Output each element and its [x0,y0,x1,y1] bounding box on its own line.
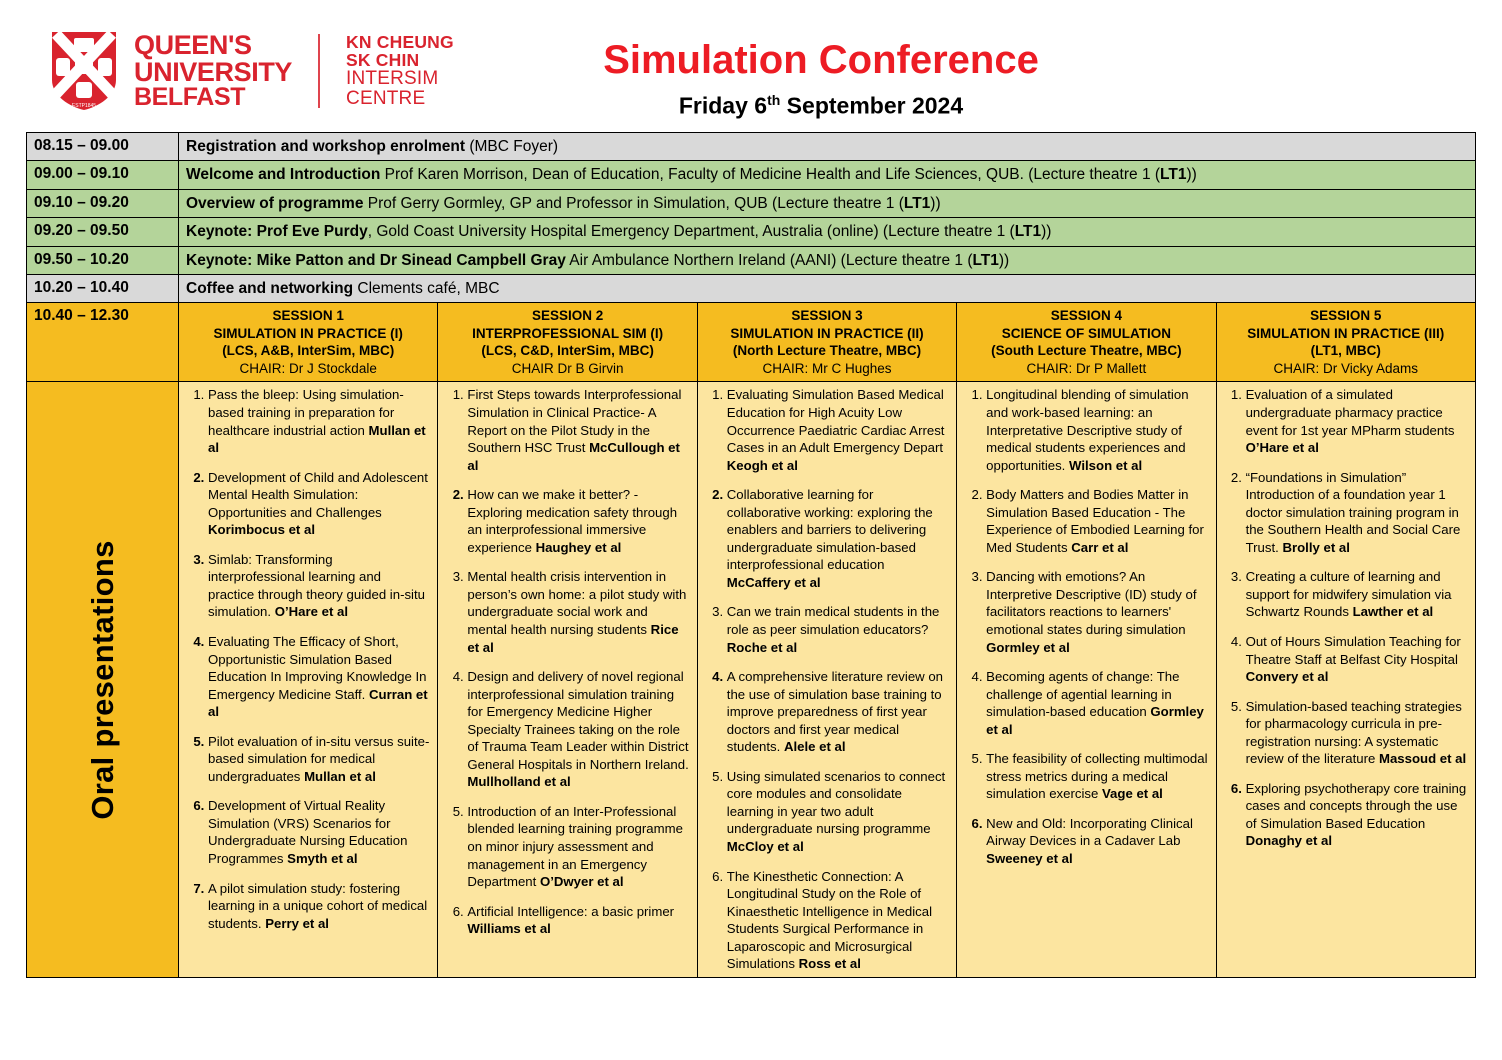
presentation-authors: Curran et al [208,686,428,720]
session-header-4[interactable] [957,303,1216,382]
presentation-item[interactable] [467,386,689,474]
presentation-list [964,386,1208,867]
presentation-item[interactable] [727,386,949,474]
schedule-description-tail: )) [1041,223,1052,241]
schedule-description [179,218,1476,246]
presentation-item[interactable] [727,668,949,756]
schedule-time: 09.10 – 09.20 [27,189,179,217]
session-header-row [27,303,1476,382]
presentation-title: Simulation-based teaching strategies for pharmacology curricula in pre-registration nursing: A systematic review of the literature [1245,698,1462,767]
presentation-item[interactable] [986,568,1208,656]
presentation-authors: Carr et al [1071,539,1129,555]
logo-divider [318,34,320,108]
presentation-authors: O’Hare et al [1245,440,1319,456]
presentation-authors: Perry et al [265,915,329,931]
session-name: SCIENCE OF SIMULATION [1001,325,1171,341]
date-prefix: Friday 6 [678,92,768,119]
presentation-title: The Kinesthetic Connection: A Longitudinal Study on the Role of Kinaesthetic Intelligence in Medical Students Surgical Performance in Laparoscopic and Microsurgical Simulations [726,868,933,972]
intersim-centre-wordmark [346,33,454,109]
qub-crest-icon [48,30,120,112]
schedule-description [179,246,1476,274]
qub-wordmark-line2: UNIVERSITY [134,56,293,87]
schedule-row [27,246,1476,274]
presentation-authors: Roche et al [726,639,798,655]
presentation-title: The feasibility of collecting multimodal stress metrics during a medical simulation exercise [986,751,1208,802]
schedule-row [27,274,1476,302]
presentation-title: Out of Hours Simulation Teaching for Theatre Staff at Belfast City Hospital [1245,634,1461,667]
presentation-item[interactable] [1246,698,1468,768]
session-chair: CHAIR: Dr Vicky Adams [1273,360,1419,376]
schedule-description-detail: Prof Gerry Gormley, GP and Professor in Simulation, QUB (Lecture theatre 1 ( [363,194,904,212]
schedule-description [179,274,1476,302]
partner-line1: KN CHEUNG [346,32,454,53]
partner-line2: SK CHIN [346,50,420,71]
schedule-time: 09.00 – 09.10 [27,161,179,189]
schedule-description-title: Registration and workshop enrolment [186,138,466,155]
presentation-authors: Haughey et al [535,539,622,555]
page-header [0,0,1502,132]
presentation-list [705,386,949,972]
session-location: (South Lecture Theatre, MBC) [991,343,1182,359]
presentation-title: How can we make it better? - Exploring medication safety through an interprofessional immersive experience [467,487,678,555]
schedule-time: 10.20 – 10.40 [27,274,179,302]
schedule-venue-code: LT1 [1014,223,1042,241]
presentation-authors: Vage et al [1101,786,1163,802]
schedule-description-detail: , Gold Coast University Hospital Emergency Department, Australia (online) (Lecture theatre 1 ( [367,223,1015,241]
presentation-item[interactable] [208,551,430,621]
presentation-item[interactable] [1246,568,1468,621]
presentation-item[interactable] [208,633,430,721]
presentation-item[interactable] [208,469,430,539]
session-presentations-3 [697,382,956,977]
schedule-description-title: Overview of programme [186,194,364,212]
session-presentations-1 [179,382,438,977]
presentation-authors: Sweeney et al [986,851,1073,867]
session-chair: CHAIR Dr B Girvin [511,360,624,376]
presentation-title: Artificial Intelligence: a basic primer [467,903,675,919]
presentation-list [445,386,689,937]
schedule-time: 08.15 – 09.00 [27,133,179,161]
presentation-authors: Wilson et al [1069,457,1143,473]
presentation-item[interactable] [467,903,689,938]
presentation-item[interactable] [208,386,430,456]
date-suffix: September 2024 [780,92,964,119]
sessions-time: 10.40 – 12.30 [27,303,179,382]
presentation-title: Development of Child and Adolescent Mental Health Simulation: Opportunities and Challenges [208,469,428,520]
presentation-authors: Smyth et al [287,851,358,867]
schedule-description-detail: Air Ambulance Northern Ireland (AANI) (Lecture theatre 1 ( [565,251,973,269]
presentation-title: A comprehensive literature review on the use of simulation base training to improve preparedness of first year doctors and first year medical students. [726,669,944,755]
schedule-description [179,133,1476,161]
presentation-item[interactable] [467,486,689,556]
presentation-title: “Foundations in Simulation” Introduction of a foundation year 1 doctor simulation training program in the Southern Health and Social Care Trust. [1245,469,1461,555]
session-header-5[interactable] [1216,303,1475,382]
presentation-item[interactable] [986,386,1208,474]
presentation-title: Collaborative learning for collaborative working: exploring the enablers and barriers to delivering undergraduate simulation-based interprofessional education [726,487,933,573]
schedule-venue-code: LT1 [1160,166,1187,184]
date-ordinal-suffix: th [767,92,781,108]
session-number: SESSION 1 [272,308,344,324]
conference-title: Simulation Conference [603,38,1039,82]
presentation-title: Exploring psychotherapy core training cases and concepts through the use of Simulation Based Education [1245,780,1467,831]
qub-wordmark-line3: BELFAST [134,83,246,112]
session-location: (LCS, C&D, InterSim, MBC) [481,343,654,359]
presentation-title: Longitudinal blending of simulation and work-based learning: an Interpretative Descriptive study of medical students experiences and opportunities. [986,387,1189,473]
presentation-title: Simlab: Transforming interprofessional learning and practice through theory guided in-situ simulation. [208,551,425,620]
presentation-authors: Williams et al [467,921,551,937]
session-number: SESSION 2 [531,308,604,324]
session-location: (North Lecture Theatre, MBC) [732,343,922,359]
presentation-item[interactable] [1246,386,1468,456]
session-presentations-2 [438,382,697,977]
session-name: SIMULATION IN PRACTICE (II) [730,325,924,341]
presentation-item[interactable] [467,803,689,891]
presentation-item[interactable] [727,768,949,856]
presentation-item[interactable] [467,668,689,791]
presentation-title: Becoming agents of change: The challenge of agential learning in simulation-based education [986,669,1180,720]
schedule-description-detail: (MBC Foyer) [465,138,559,155]
session-name: INTERPROFESSIONAL SIM (I) [472,325,664,341]
presentation-authors: Convery et al [1245,669,1329,685]
schedule-description [179,189,1476,217]
qub-wordmark-line1: QUEEN'S [134,30,252,61]
schedule-time: 09.20 – 09.50 [27,218,179,246]
presentation-authors: Lawther et al [1352,604,1434,620]
session-number: SESSION 3 [791,308,863,324]
presentation-title: Pass the bleep: Using simulation-based training in preparation for healthcare industrial action [208,387,404,438]
schedule-row [27,133,1476,161]
schedule-description-title: Welcome and Introduction [186,166,381,184]
schedule-description-title: Coffee and networking [186,279,354,297]
presentation-title: Evaluation of a simulated undergraduate pharmacy practice event for 1st year MPharm students [1245,387,1455,438]
presentation-list [1224,386,1468,850]
presentation-title: Development of Virtual Reality Simulation (VRS) Scenarios for Undergraduate Nursing Education Programmes [208,798,408,867]
presentation-item[interactable] [1246,469,1468,557]
presentation-authors: McCaffery et al [726,574,821,590]
presentation-item[interactable] [208,797,430,867]
presentation-item[interactable] [208,733,430,786]
presentation-authors: Massoud et al [1378,751,1467,767]
schedule-body [27,133,1476,978]
schedule-description-detail: Clements café, MBC [353,279,500,297]
schedule-row [27,161,1476,189]
schedule-description-tail: )) [930,194,941,212]
session-header-3[interactable] [697,303,956,382]
partner-line4: CENTRE [346,88,426,110]
presentation-authors: O’Hare et al [274,604,349,620]
presentation-title: A pilot simulation study: fostering learning in a unique cohort of medical students. [208,880,428,931]
session-chair: CHAIR: Mr C Hughes [762,360,892,376]
presentation-item[interactable] [727,603,949,656]
presentation-item[interactable] [1246,780,1468,850]
presentation-authors: Donaghy et al [1245,833,1333,849]
session-header-1[interactable] [179,303,438,382]
session-name: SIMULATION IN PRACTICE (III) [1247,325,1445,341]
session-number: SESSION 4 [1050,308,1122,324]
presentation-item[interactable] [986,668,1208,738]
presentation-authors: McCloy et al [726,839,804,855]
presentation-authors: Rice et al [467,622,679,655]
session-presentations-5 [1216,382,1475,977]
session-chair: CHAIR: Dr J Stockdale [239,360,377,376]
session-location: (LT1, MBC) [1310,343,1381,359]
schedule-description [179,161,1476,189]
presentation-title: Evaluating Simulation Based Medical Education for High Acuity Low Occurrence Paediatric Cardiac Arrest Cases in an Adult Emergency Depart [726,387,945,456]
presentation-authors: McCullough et al [467,440,680,473]
presentation-item[interactable] [986,486,1208,556]
schedule-row [27,189,1476,217]
qub-wordmark [134,30,293,112]
presentation-title: New and Old: Incorporating Clinical Airway Devices in a Cadaver Lab [986,815,1193,849]
presentation-title: Body Matters and Bodies Matter in Simulation Based Education - The Experience of Embodied Learning for Med Students [986,487,1204,555]
schedule-venue-code: LT1 [972,251,999,269]
presentation-authors: Gormley et al [986,639,1070,655]
presentations-row [27,382,1476,977]
schedule-description-tail: )) [1186,166,1197,184]
session-header-2[interactable] [438,303,697,382]
presentation-authors: Brolly et al [1282,539,1350,555]
presentation-authors: Korimbocus et al [208,522,315,538]
schedule-description-title: Keynote: Mike Patton and Dr Sinead Campbell Gray [186,251,566,269]
presentation-title: Evaluating The Efficacy of Short, Opportunistic Simulation Based Education In Improving Knowledge In Emergency Medicine Staff. [208,634,427,702]
presentation-title: Introduction of an Inter-Professional blended learning training programme on minor injury assessment and management in an Emergency Department [467,803,683,890]
presentation-item[interactable] [467,568,689,656]
schedule-row [27,218,1476,246]
oral-presentations-label-cell [27,382,179,977]
presentation-title: Creating a culture of learning and support for midwifery simulation via Schwartz Rounds [1245,569,1452,620]
oral-presentations-label: Oral presentations [84,539,120,820]
schedule-description-detail: Prof Karen Morrison, Dean of Education, Faculty of Medicine Health and Life Sciences, QUB. (Lecture theatre 1 ( [380,166,1161,184]
presentation-authors: Mullan et al [208,422,426,456]
session-location: (LCS, A&B, InterSim, MBC) [222,343,395,359]
presentation-title: Pilot evaluation of in-situ versus suite-based simulation for medical undergraduates [208,733,430,784]
schedule-description-tail: )) [998,251,1010,269]
presentation-authors: Keogh et al [726,457,798,473]
presentation-list [186,386,430,932]
session-name: SIMULATION IN PRACTICE (I) [213,325,403,341]
partner-line3: INTERSIM [346,68,439,90]
schedule-time: 09.50 – 10.20 [27,246,179,274]
presentation-title: Design and delivery of novel regional interprofessional simulation training for Emergency Medicine Higher Specialty Trainees taking on the role of Trauma Team Leader within District General Hospitals in Northern Ireland. [467,669,689,772]
presentation-item[interactable] [727,486,949,591]
session-presentations-4 [957,382,1216,977]
presentation-item[interactable] [986,815,1208,868]
session-number: SESSION 5 [1310,308,1382,324]
presentation-authors: Mullholland et al [467,774,571,790]
conference-schedule-table [26,132,1476,978]
presentation-item[interactable] [986,750,1208,803]
presentation-authors: Alele et al [783,739,846,755]
crest-motto: ESTP1845 [71,103,97,109]
schedule-description-title: Keynote: Prof Eve Purdy [186,223,368,241]
university-logo [48,30,454,112]
presentation-item[interactable] [208,880,430,933]
presentation-authors: Gormley et al [986,704,1204,737]
presentation-item[interactable] [1246,633,1468,686]
presentation-title: Using simulated scenarios to connect core modules and consolidate learning in year two adult undergraduate nursing programme [726,768,946,837]
presentation-authors: Ross et al [798,956,861,972]
presentation-title: Can we train medical students in the role as peer simulation educators? [726,604,940,637]
presentation-authors: Mullan et al [304,768,376,784]
schedule-venue-code: LT1 [903,194,931,212]
presentation-title: First Steps towards Interprofessional Simulation in Clinical Practice- A Report on the Pilot Study in the Southern HSC Trust [467,387,682,456]
presentation-title: Mental health crisis intervention in person’s own home: a pilot study with undergraduate social work and mental health nursing students [467,569,687,637]
presentation-authors: O’Dwyer et al [539,874,624,890]
presentation-item[interactable] [727,868,949,973]
session-chair: CHAIR: Dr P Mallett [1026,360,1147,376]
presentation-title: Dancing with emotions? An Interpretive Descriptive (ID) study of facilitators reactions to learners' emotional states during simulation [986,569,1197,637]
